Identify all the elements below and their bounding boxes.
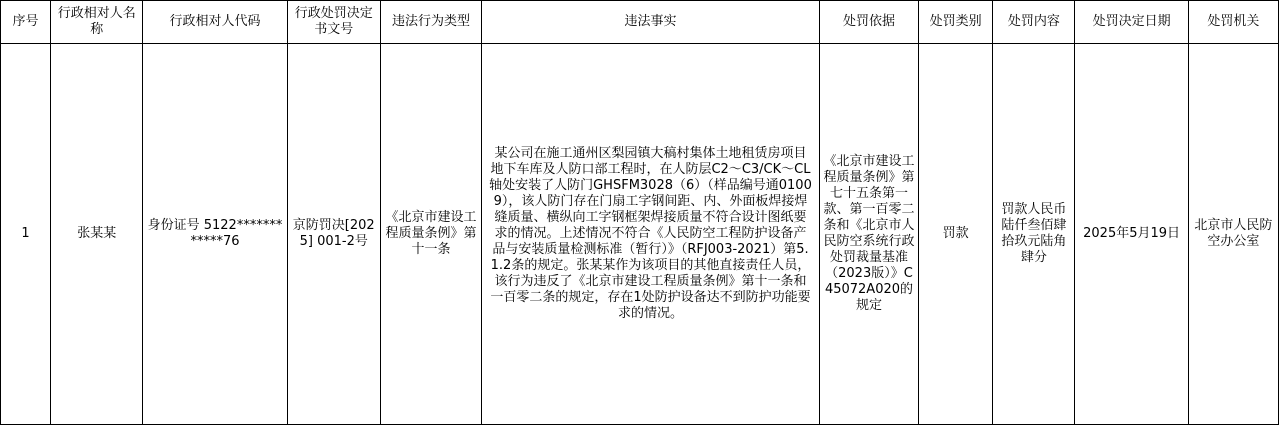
cell-party-code: 身份证号 5122************76 [143, 44, 287, 425]
header-doc-no: 行政处罚决定书文号 [287, 1, 380, 44]
cell-violation-type: 《北京市建设工程质量条例》第十一条 [380, 44, 481, 425]
cell-party-name: 张某某 [51, 44, 143, 425]
cell-category: 罚款 [919, 44, 993, 425]
header-basis: 处罚依据 [819, 1, 918, 44]
header-party-name: 行政相对人名称 [51, 1, 143, 44]
cell-doc-no: 京防罚决[2025] 001-2号 [287, 44, 380, 425]
header-violation-type: 违法行为类型 [380, 1, 481, 44]
cell-authority: 北京市人民防空办公室 [1188, 44, 1278, 425]
header-authority: 处罚机关 [1188, 1, 1278, 44]
header-facts: 违法事实 [482, 1, 820, 44]
header-date: 处罚决定日期 [1075, 1, 1188, 44]
cell-basis: 《北京市建设工程质量条例》第七十五条第一款、第一百零二条和《北京市人民防空系统行政处罚裁量基准（2023版）》C45072A020的规定 [819, 44, 918, 425]
header-seq: 序号 [1, 1, 51, 44]
cell-date: 2025年5月19日 [1075, 44, 1188, 425]
header-party-code: 行政相对人代码 [143, 1, 287, 44]
header-category: 处罚类别 [919, 1, 993, 44]
cell-content: 罚款人民币陆仟叁佰肆拾玖元陆角肆分 [993, 44, 1075, 425]
cell-facts: 某公司在施工通州区梨园镇大稿村集体土地租赁房项目地下车库及人防口部工程时，在人防层C2～C3/CK～CL轴处安装了人防门GHSFM3028（6）（样品编号通01009），该人防门存在门扇工字钢间距、内、外面板焊接焊缝质量、横纵向工字钢框架焊接质量不符合设计图纸要求的情况。上述情况不符合《人民防空工程防护设备产品与安装质量检测标准（暂行）》（RFJ003-2021）第5.1.2条的规定。张某某作为该项目的其他直接责任人员，该行为违反了《北京市建设工程质量条例》第十一条和一百零二条的规定，存在1处防护设备达不到防护功能要求的情况。 [482, 44, 820, 425]
table-row [1, 44, 1279, 425]
header-content: 处罚内容 [993, 1, 1075, 44]
header-row [1, 1, 1279, 44]
cell-seq: 1 [1, 44, 51, 425]
